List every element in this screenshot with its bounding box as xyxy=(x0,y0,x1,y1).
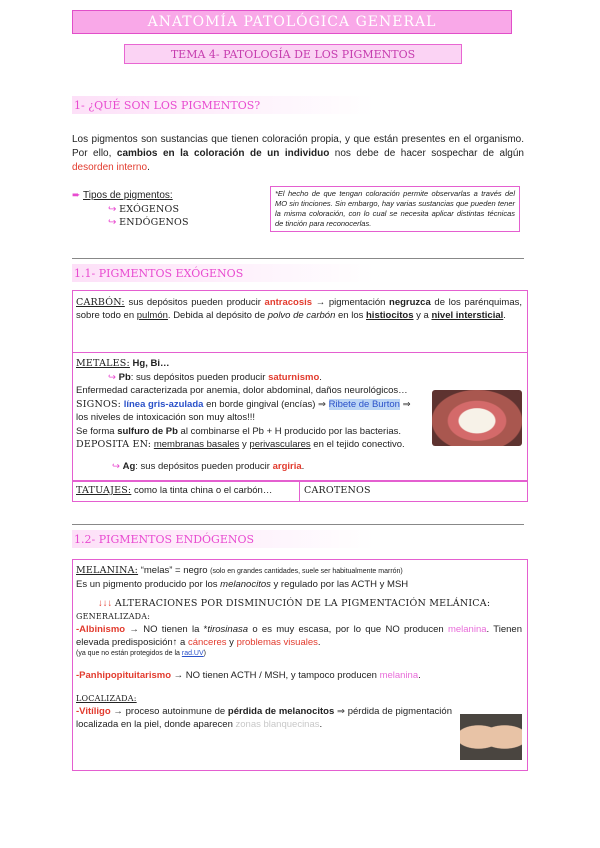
section-heading-1: 1- ¿QUÉ SON LOS PIGMENTOS? xyxy=(72,96,374,114)
metales-row: METALES: Hg, Bi… ↪ Pb: sus depósitos pueden producir saturnismo. Enfermedad caracterizada por anemia, dolor abdominal, daños neurológicos… SIGNOS: línea gris-azulada en borde gingival (encías) ⇒ Ribete de Burton ⇒ los niveles de intoxicación son muy altos!!! Se forma sulfuro de Pb al combinarse el Pb + H producido por las bacterias. DEPOSITA EN: membranas basales y perivasculares en el tejido conectivo. ↪ Ag: sus depósitos pueden producir argiria. xyxy=(76,358,411,472)
pigment-types-list xyxy=(72,190,189,228)
sub-arrow-icon: ↪ xyxy=(108,217,117,228)
page-subtitle: TEMA 4- PATOLOGÍA DE LOS PIGMENTOS xyxy=(124,44,462,64)
bullet-arrow-icon: ➨ xyxy=(72,190,81,201)
table-row-divider xyxy=(72,352,527,353)
section-heading-exogenos: 1.1- PIGMENTOS EXÓGENOS xyxy=(72,264,374,282)
section-heading-endogenos: 1.2- PIGMENTOS ENDÓGENOS xyxy=(72,530,374,548)
type-endogenos: ENDÓGENOS xyxy=(119,217,189,228)
divider xyxy=(72,524,524,525)
carotenos-cell: CAROTENOS xyxy=(304,485,371,496)
sub-arrow-icon: ↪ xyxy=(108,204,117,215)
down-arrows-icon: ↓↓↓ xyxy=(98,598,113,609)
divider xyxy=(72,258,524,259)
type-exogenos: EXÓGENOS xyxy=(119,204,180,215)
carbon-row: CARBÓN: sus depósitos pueden producir antracosis → pigmentación negruzca de los parénquimas, sobre todo en pulmón. Debida al depósito de polvo de carbón en los histiocitos y a nivel intersticial. xyxy=(76,297,522,321)
intro-paragraph: Los pigmentos son sustancias que tienen coloración propia, y que están presentes en el organismo. Por ello, cambios en la coloración de un individuo nos debe de hacer sospechar de algún desorden interno. xyxy=(72,134,524,173)
gums-photo xyxy=(432,390,522,446)
pigment-types-label: Tipos de pigmentos: xyxy=(83,190,173,201)
note-box: *El hecho de que tengan coloración permite observarlas a través del MO sin tinciones. Sin embargo, hay varias sustancias que pueden tener la misma coloración, con lo cual se necesita aplicar distintas técnicas de tinción para reconocerlas. xyxy=(270,186,520,232)
page-title: ANATOMÍA PATOLÓGICA GENERAL xyxy=(72,10,512,34)
tatuajes-cell: TATUAJES: como la tinta china o el carbón… xyxy=(76,485,273,496)
melanina-block: MELANINA: “melas” = negro (solo en grandes cantidades, suele ser habitualmente marrón) Es un pigmento producido por los melanocitos y regulado por las ACTH y MSH ↓↓↓ ALTERACIONES POR DISMINUCIÓN DE LA PIGMENTACIÓN MELÁNICA: GENERALIZADA: -Albinismo → NO tienen la *tirosinasa o es muy escasa, por lo que NO producen melanina. Tienen elevada predisposición↑ a cánceres y problemas visuales. (ya que no están protegidos de la rad.UV) -Panhipopituitarismo → NO tienen ACTH / MSH, y tampoco producen melanina. LOCALIZADA: -Vitíligo → proceso autoinmune de pérdida de melanocitos ⇒ pérdida de pigmentación localizada en la piel, donde aparecen zonas blanquecinas. xyxy=(76,565,522,730)
vitiligo-hands-photo xyxy=(460,714,522,760)
